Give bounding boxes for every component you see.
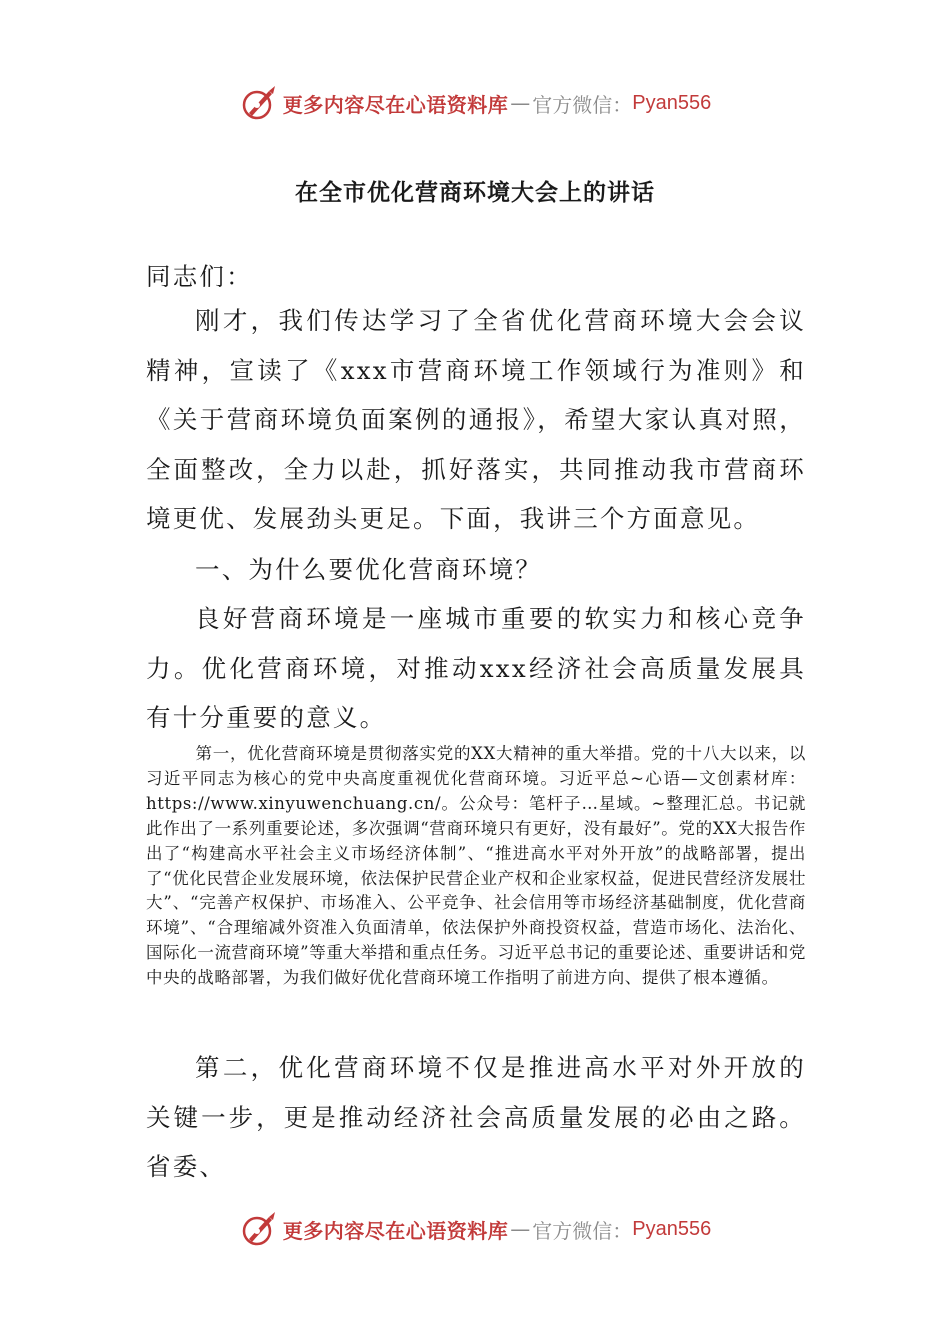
quill-logo-icon xyxy=(239,83,279,123)
paragraph-4: 第二，优化营商环境不仅是推进高水平对外开放的关键一步，更是推动经济社会高质量发展的必由之路。省委、 xyxy=(146,1053,806,1181)
quill-logo-icon xyxy=(239,1209,279,1249)
section-heading-1-block xyxy=(146,545,806,595)
paragraph-3: 第一，优化营商环境是贯彻落实党的XX大精神的重大举措。党的十八大以来，以习近平同志为核心的党中央高度重视优化营商环境。习近平总~心语—文创素材库：https://www.xinyuwenchuang.cn/。公众号：笔杆子…星域。~整理汇总。书记就此作出了一系列重要论述，多次强调“营商环境只有更好，没有最好”。党的XX大报告作出了“构建高水平社会主义市场经济体制”、“推进高水平对外开放”的战略部署，提出了“优化民营企业发展环境，依法保护民营企业产权和企业家权益，促进民营经济发展壮大”、“完善产权保护、市场准入、公平竞争、社会信用等市场经济基础制度，优化营商环境”、“合理缩减外资准入负面清单，依法保护外商投资权益，营造市场化、法治化、国际化一流营商环境”等重大举措和重点任务。习近平总书记的重要论述、重要讲话和党中央的战略部署，为我们做好优化营商环境工作指明了前进方向、提供了根本遵循。 xyxy=(146,744,806,988)
footer-banner xyxy=(0,1206,950,1252)
paragraph-3-block xyxy=(146,742,806,991)
paragraph-2: 良好营商环境是一座城市重要的软实力和核心竞争力。优化营商环境，对推动xxx经济社会高质量发展具有十分重要的意义。 xyxy=(146,604,806,732)
paragraph-4-block xyxy=(146,1043,806,1192)
banner-text: 更多内容尽在心语资料库 xyxy=(282,1218,509,1243)
salutation: 同志们： xyxy=(146,262,253,291)
salutation-block xyxy=(146,252,806,302)
banner-text: 更多内容尽在心语资料库 xyxy=(282,92,509,117)
header-banner xyxy=(0,80,950,126)
banner-separator: — xyxy=(510,91,531,115)
section-heading-1: 一、为什么要优化营商环境？ xyxy=(195,555,543,584)
banner-separator: — xyxy=(510,1217,531,1241)
paragraph-1-block xyxy=(146,296,806,544)
paragraph-1: 刚才，我们传达学习了全省优化营商环境大会会议精神，宣读了《xxx市营商环境工作领域行为准则》和《关于营商环境负面案例的通报》，希望大家认真对照，全面整改，全力以赴，抓好落实，共同推动我市营商环境更优、发展劲头更足。下面，我讲三个方面意见。 xyxy=(146,306,806,533)
wechat-id: Pyan556 xyxy=(632,1217,712,1240)
wechat-id: Pyan556 xyxy=(632,91,712,114)
wechat-label: 官方微信： xyxy=(532,1218,633,1243)
wechat-label: 官方微信： xyxy=(532,92,633,117)
paragraph-2-block xyxy=(146,594,806,743)
document-title: 在全市优化营商环境大会上的讲话 xyxy=(295,180,655,206)
